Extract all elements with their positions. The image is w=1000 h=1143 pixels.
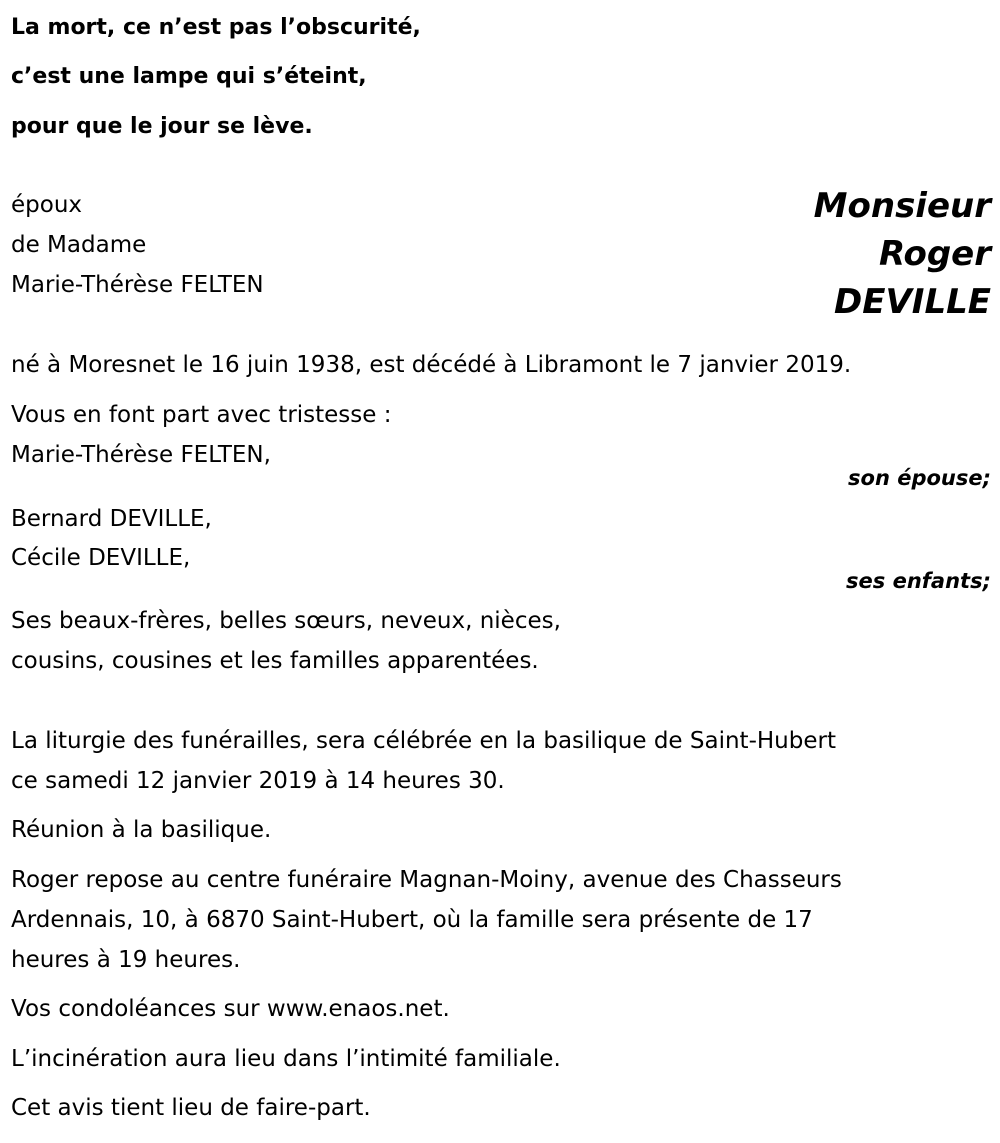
spouse-line-2: de Madame	[11, 232, 147, 258]
rest-line-2: Ardennais, 10, à 6870 Saint-Hubert, où la famille sera présente de 17	[11, 907, 813, 933]
deceased-title: Monsieur	[813, 186, 991, 226]
meeting-line: Réunion à la basilique.	[11, 817, 272, 843]
child-name-2: Cécile DEVILLE,	[11, 545, 191, 571]
condolences-line: Vos condoléances sur www.enaos.net.	[11, 996, 450, 1022]
children-role: ses enfants;	[846, 569, 991, 593]
child-name-1: Bernard DEVILLE,	[11, 506, 212, 532]
deceased-last-name: DEVILLE	[834, 282, 991, 322]
spouse-line-3: Marie-Thérèse FELTEN	[11, 272, 264, 298]
obituary-notice	[11, 0, 991, 1143]
spouse-role: son épouse;	[848, 466, 991, 490]
liturgy-line-2: ce samedi 12 janvier 2019 à 14 heures 30.	[11, 768, 505, 794]
liturgy-line-1: La liturgie des funérailles, sera célébrée en la basilique de Saint-Hubert	[11, 728, 836, 754]
family-line-2: cousins, cousines et les familles apparentées.	[11, 648, 539, 674]
quote-line-3: pour que le jour se lève.	[11, 114, 313, 139]
deceased-first-name: Roger	[878, 234, 991, 274]
rest-line-3: heures à 19 heures.	[11, 947, 241, 973]
rest-line-1: Roger repose au centre funéraire Magnan-Moiny, avenue des Chasseurs	[11, 867, 842, 893]
announcement-intro: Vous en font part avec tristesse :	[11, 402, 392, 428]
birth-death-line: né à Moresnet le 16 juin 1938, est décédé à Libramont le 7 janvier 2019.	[11, 352, 852, 378]
quote-line-1: La mort, ce n’est pas l’obscurité,	[11, 15, 421, 40]
notice-line: Cet avis tient lieu de faire-part.	[11, 1095, 371, 1121]
cremation-line: L’incinération aura lieu dans l’intimité familiale.	[11, 1046, 561, 1072]
family-line-1: Ses beaux-frères, belles sœurs, neveux, nièces,	[11, 608, 561, 634]
spouse-line-1: époux	[11, 192, 83, 218]
quote-line-2: c’est une lampe qui s’éteint,	[11, 64, 367, 89]
spouse-name: Marie-Thérèse FELTEN,	[11, 442, 271, 468]
